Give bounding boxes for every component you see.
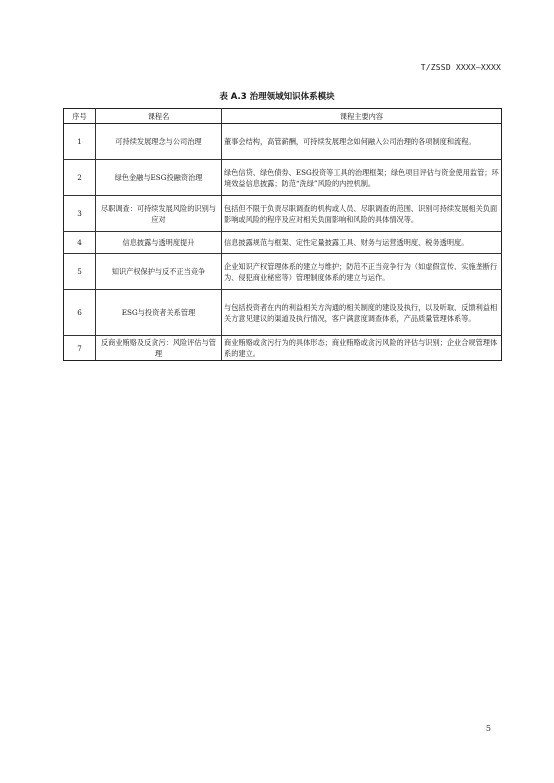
table-row <box>64 232 502 254</box>
course-name: 信息披露与透明度提升 <box>96 232 222 254</box>
table-row <box>64 124 502 160</box>
course-name: 绿色金融与ESG投融资治理 <box>96 160 222 196</box>
row-number: 5 <box>64 254 96 290</box>
table-row <box>64 160 502 196</box>
row-number: 3 <box>64 196 96 232</box>
table-row <box>64 336 502 361</box>
table-row <box>64 196 502 232</box>
row-number: 4 <box>64 232 96 254</box>
course-name: 可持续发展理念与公司治理 <box>96 124 222 160</box>
knowledge-module-table <box>63 108 502 361</box>
page-number: 5 <box>485 724 491 733</box>
row-number: 1 <box>64 124 96 160</box>
table-title: 表 A.3 治理领域知识体系模块 <box>219 92 335 102</box>
course-name: ESG与投资者关系管理 <box>96 290 222 336</box>
column-header-course-content: 课程主要内容 <box>222 109 502 124</box>
course-content: 与包括投资者在内的利益相关方沟通的相关制度的建设及执行，以及听取、反馈利益相关方意见建议的渠道及执行情况，客户满意度调查体系，产品质量管理体系等。 <box>222 290 502 336</box>
row-number: 7 <box>64 336 96 361</box>
course-content: 信息披露规范与框架、定性定量披露工具、财务与运营透明度、税务透明度。 <box>222 232 502 254</box>
course-content: 董事会结构，高管薪酬，可持续发展理念如何融入公司治理的各项制度和流程。 <box>222 124 502 160</box>
course-name: 反商业贿赂及反贪污：风险评估与管理 <box>96 336 222 361</box>
column-header-course-name: 课程名 <box>96 109 222 124</box>
table-row <box>64 290 502 336</box>
course-name: 尽职调查：可持续发展风险的识别与应对 <box>96 196 222 232</box>
course-content: 包括但不限于负责尽职调查的机构或人员、尽职调查的范围、识别可持续发展相关负面影响或风险的程序及应对相关负面影响和风险的具体情况等。 <box>222 196 502 232</box>
row-number: 6 <box>64 290 96 336</box>
course-name: 知识产权保护与反不正当竞争 <box>96 254 222 290</box>
table-row <box>64 254 502 290</box>
row-number: 2 <box>64 160 96 196</box>
course-content: 企业知识产权管理体系的建立与维护；防范不正当竞争行为（如虚假宣传、实施垄断行为、侵犯商业秘密等）管理制度体系的建立与运作。 <box>222 254 502 290</box>
column-header-number: 序号 <box>64 109 96 124</box>
course-content: 商业贿赂或贪污行为的具体形态；商业贿赂或贪污风险的评估与识别；企业合规管理体系的建立。 <box>222 336 502 361</box>
course-content: 绿色信贷、绿色债券、ESG投资等工具的治理框架；绿色项目评估与资金使用监管；环境效益信息披露；防范“洗绿”风险的内控机制。 <box>222 160 502 196</box>
table-header-row <box>64 109 502 124</box>
standard-code: T/ZSSD XXXX—XXXX <box>420 63 501 72</box>
